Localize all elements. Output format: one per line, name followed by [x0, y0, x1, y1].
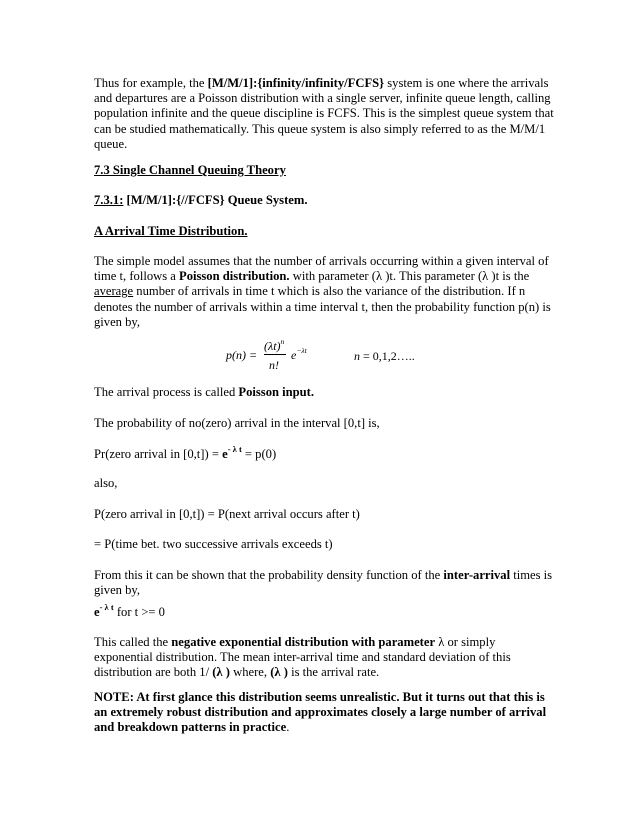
exp-base: e — [222, 447, 228, 461]
formula-denominator: n! — [269, 358, 279, 372]
exp-power: - λ t — [227, 443, 242, 454]
heading-title: [M/M/1]:{//FCFS} Queue System. — [123, 193, 308, 207]
text: number of arrivals in time t which is also the variance of the distribution. If n denotes the number of arrivals within a time interval t, then the probability function p(n) is given by, — [94, 284, 551, 329]
text: λ or simply exponential distribution. The mean inter-arrival time and standard deviation of this distribution are both 1/ — [94, 635, 511, 680]
paragraph-also: also, — [94, 476, 118, 490]
text: with parameter (λ )t. This parameter (λ )t is the — [289, 269, 530, 284]
text: = p(0) — [241, 447, 277, 461]
paragraph-mm1-intro — [94, 76, 554, 152]
text: times is given by, — [94, 568, 553, 598]
term-bold: Poisson distribution. — [179, 269, 290, 284]
text: for t >= 0 — [113, 605, 165, 619]
text: Pr(zero arrival in [0,t]) = — [94, 447, 223, 461]
exp-base: e — [94, 605, 100, 619]
text: From this it can be shown that the probability density function of the — [94, 568, 444, 582]
poisson-formula — [226, 337, 576, 375]
paragraph-poisson-input — [94, 385, 554, 400]
term-bold: (λ ) — [270, 665, 288, 680]
paragraph-negative-exponential — [94, 635, 554, 681]
formula-lhs: p(n) = — [226, 348, 258, 362]
paragraph-pdf-inter-arrival — [94, 568, 554, 598]
text: The simple model assumes that the number of arrivals occurring within a given interval of time t, follows a — [94, 254, 549, 284]
equation-time-between: = P(time bet. two successive arrivals exceeds t) — [94, 537, 333, 551]
text: The arrival process is called — [94, 385, 239, 399]
text: Thus for example, the — [94, 76, 208, 90]
term-bold: inter-arrival — [443, 568, 511, 582]
equation-pr-zero-arrival — [94, 443, 554, 462]
section-heading-7-3-1 — [94, 193, 554, 208]
exp-power: - λ t — [99, 601, 114, 612]
term-underlined: average — [94, 284, 134, 299]
paragraph-note — [94, 690, 554, 736]
subheading-arrival-time: A Arrival Time Distribution. — [94, 224, 248, 238]
equation-density — [94, 601, 554, 620]
formula-numerator: $(\lambda t)^n$ — [264, 337, 285, 353]
text: This called the — [94, 635, 172, 649]
formula-exponential: $e^{-\lambda t}$ — [291, 346, 307, 362]
note-bold: NOTE: At first glance this distribution seems unrealistic. But it turns out that this is an extremely robust distribution and approximates closely a large number of arrival and breakdown patterns in practice — [94, 690, 547, 735]
text: system is one where the arrivals and departures are a Poisson distribution with a single server, infinite queue length, calling population infinite and the queue discipline is FCFS. This is the simplest queue system that can be studied mathematically. This queue system is also simply referred to as the M/M/1 queue. — [94, 76, 554, 151]
notation-bold: [M/M/1]:{infinity/infinity/FCFS} — [207, 76, 385, 90]
text: . — [286, 720, 290, 735]
term-bold: negative exponential distribution with parameter — [171, 635, 436, 649]
fraction-bar — [264, 354, 286, 355]
text: where, — [229, 665, 271, 680]
term-bold: Poisson input. — [238, 385, 315, 399]
text: is the arrival rate. — [287, 665, 380, 680]
formula-domain: n = 0,1,2….. — [354, 349, 415, 363]
paragraph-poisson-model — [94, 254, 554, 330]
heading-number: 7.3.1: — [94, 193, 124, 207]
section-heading-7-3: 7.3 Single Channel Queuing Theory — [94, 163, 286, 177]
term-bold: (λ ) — [212, 665, 230, 680]
equation-next-arrival: P(zero arrival in [0,t]) = P(next arrival occurs after t) — [94, 507, 360, 521]
paragraph-zero-arrival-prob: The probability of no(zero) arrival in the interval [0,t] is, — [94, 416, 380, 430]
